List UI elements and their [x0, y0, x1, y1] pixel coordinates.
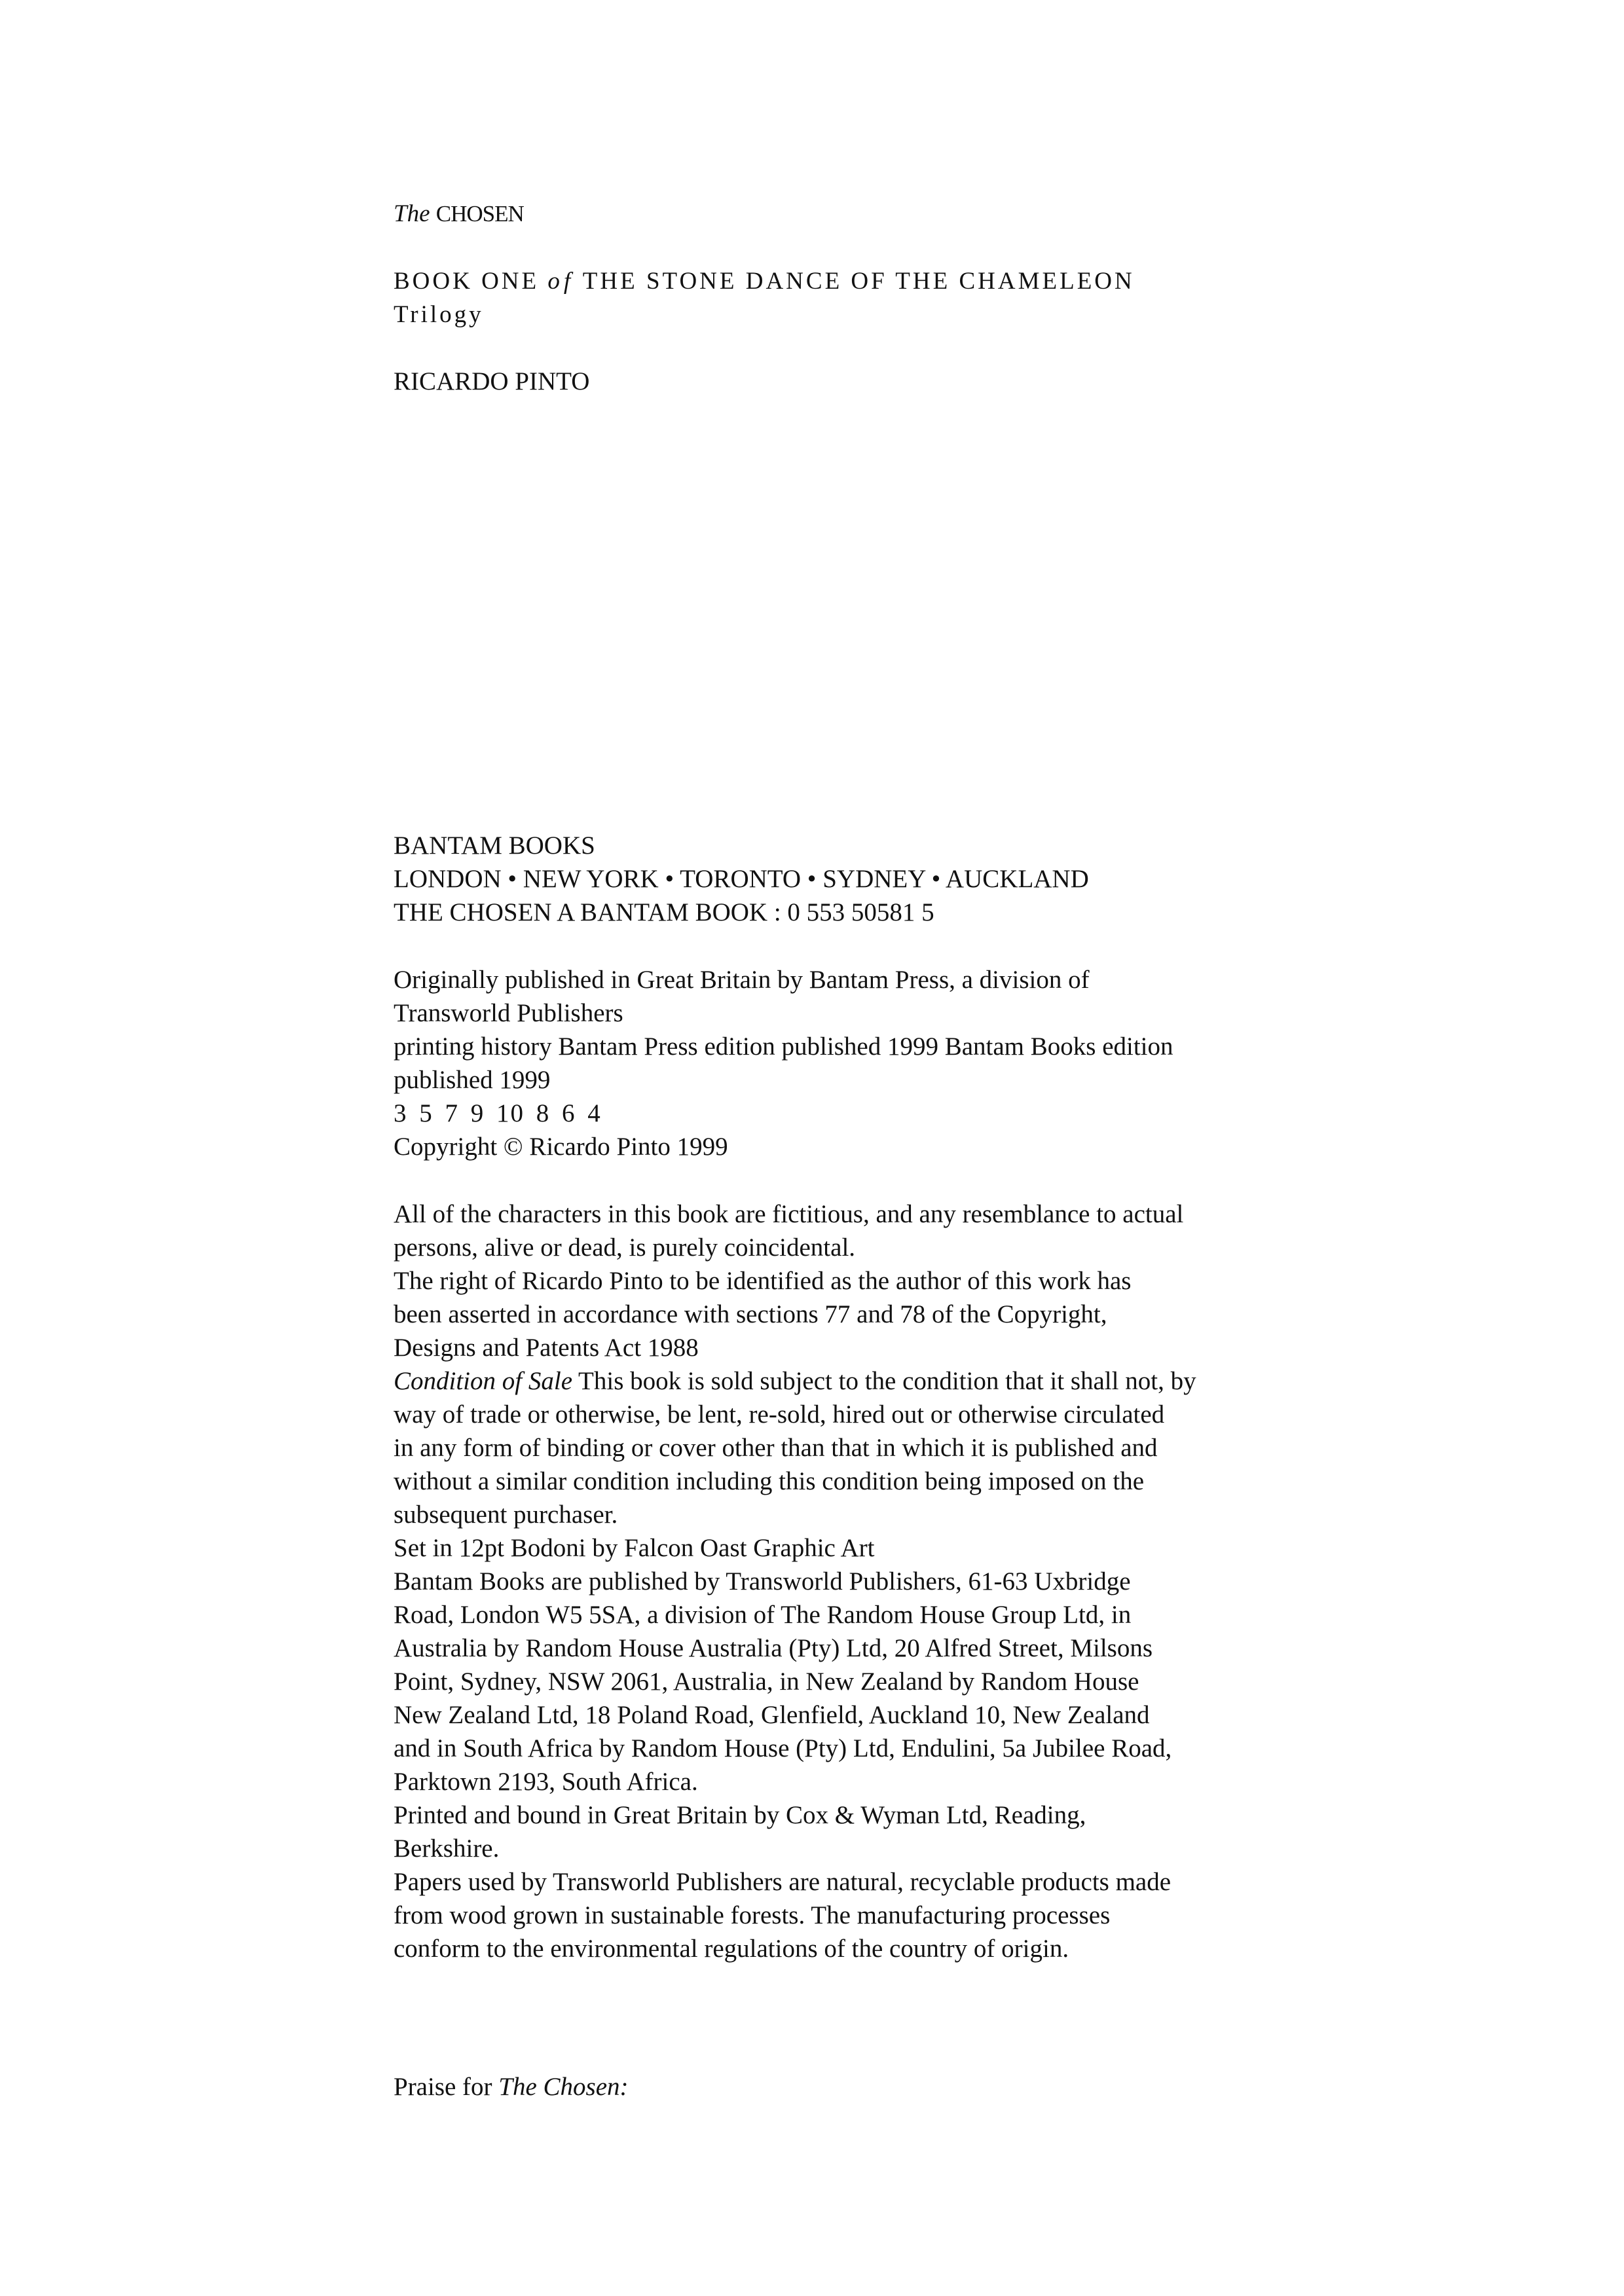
legal-line: Papers used by Transworld Publishers are natural, recyclable products made	[394, 1868, 1172, 1896]
condition-text: This book is sold subject to the condition that it shall not, by	[572, 1367, 1196, 1395]
title-the: The	[394, 200, 430, 227]
title-chosen: CHOSEN	[435, 201, 524, 227]
typesetting-line: Set in 12pt Bodoni by Falcon Oast Graphic Art	[394, 1534, 875, 1562]
history-block	[394, 963, 1258, 1163]
copyright-line: Copyright © Ricardo Pinto 1999	[394, 1133, 728, 1161]
series-block	[394, 264, 1258, 331]
legal-line: Printed and bound in Great Britain by Cox & Wyman Ltd, Reading,	[394, 1801, 1086, 1829]
condition-of-sale-line	[394, 1364, 1258, 1398]
praise-title: The Chosen:	[498, 2073, 629, 2101]
legal-line: Berkshire.	[394, 1834, 500, 1863]
legal-line: in any form of binding or cover other than that in which it is published and	[394, 1434, 1158, 1462]
praise-heading	[394, 2070, 1258, 2104]
legal-line: New Zealand Ltd, 18 Poland Road, Glenfield, Auckland 10, New Zealand	[394, 1701, 1150, 1729]
publisher-block	[394, 829, 1258, 929]
condition-label: Condition of Sale	[394, 1367, 572, 1395]
publisher-name: BANTAM BOOKS	[394, 831, 595, 860]
legal-line: Australia by Random House Australia (Pty) Ltd, 20 Alfred Street, Milsons	[394, 1634, 1153, 1662]
legal-line: been asserted in accordance with sections 77 and 78 of the Copyright,	[394, 1300, 1107, 1328]
praise-block	[394, 2070, 1258, 2104]
publisher-cities: LONDON • NEW YORK • TORONTO • SYDNEY • AUCKLAND	[394, 865, 1089, 893]
legal-line: conform to the environmental regulations of the country of origin.	[394, 1935, 1069, 1963]
legal-line: Road, London W5 5SA, a division of The Random House Group Ltd, in	[394, 1601, 1132, 1629]
series-trilogy: Trilogy	[394, 301, 484, 328]
book-title	[394, 198, 1258, 230]
history-line: published 1999	[394, 1066, 551, 1094]
legal-block	[394, 1197, 1258, 1965]
legal-line: Parktown 2193, South Africa.	[394, 1768, 698, 1796]
series-name: THE STONE DANCE OF THE CHAMELEON	[582, 268, 1135, 295]
history-line: Transworld Publishers	[394, 999, 623, 1027]
history-line: Originally published in Great Britain by Bantam Press, a division of	[394, 966, 1090, 994]
legal-line: persons, alive or dead, is purely coincidental.	[394, 1233, 856, 1262]
history-line: printing history Bantam Press edition published 1999 Bantam Books edition	[394, 1032, 1173, 1061]
legal-line: and in South Africa by Random House (Pty) Ltd, Endulini, 5a Jubilee Road,	[394, 1734, 1172, 1762]
legal-line: Point, Sydney, NSW 2061, Australia, in New Zealand by Random House	[394, 1667, 1139, 1696]
legal-line: Bantam Books are published by Transworld Publishers, 61-63 Uxbridge	[394, 1567, 1131, 1595]
legal-line: The right of Ricardo Pinto to be identified as the author of this work has	[394, 1267, 1132, 1295]
legal-line: way of trade or otherwise, be lent, re-sold, hired out or otherwise circulated	[394, 1400, 1165, 1429]
series-book: BOOK ONE	[394, 268, 540, 295]
author-block	[394, 365, 1258, 398]
legal-line: subsequent purchaser.	[394, 1501, 618, 1529]
praise-label: Praise for	[394, 2073, 499, 2101]
title-block	[394, 198, 1258, 230]
series-of: of	[547, 268, 575, 295]
legal-line: All of the characters in this book are fictitious, and any resemblance to actual	[394, 1200, 1184, 1228]
isbn-line: THE CHOSEN A BANTAM BOOK : 0 553 50581 5	[394, 898, 934, 926]
author-name: RICARDO PINTO	[394, 367, 590, 395]
printing-numbers: 3 5 7 9 10 8 6 4	[394, 1099, 602, 1127]
series-line	[394, 264, 1258, 298]
legal-line: Designs and Patents Act 1988	[394, 1334, 699, 1362]
legal-line: without a similar condition including this condition being imposed on the	[394, 1467, 1145, 1495]
legal-line: from wood grown in sustainable forests. The manufacturing processes	[394, 1901, 1111, 1929]
